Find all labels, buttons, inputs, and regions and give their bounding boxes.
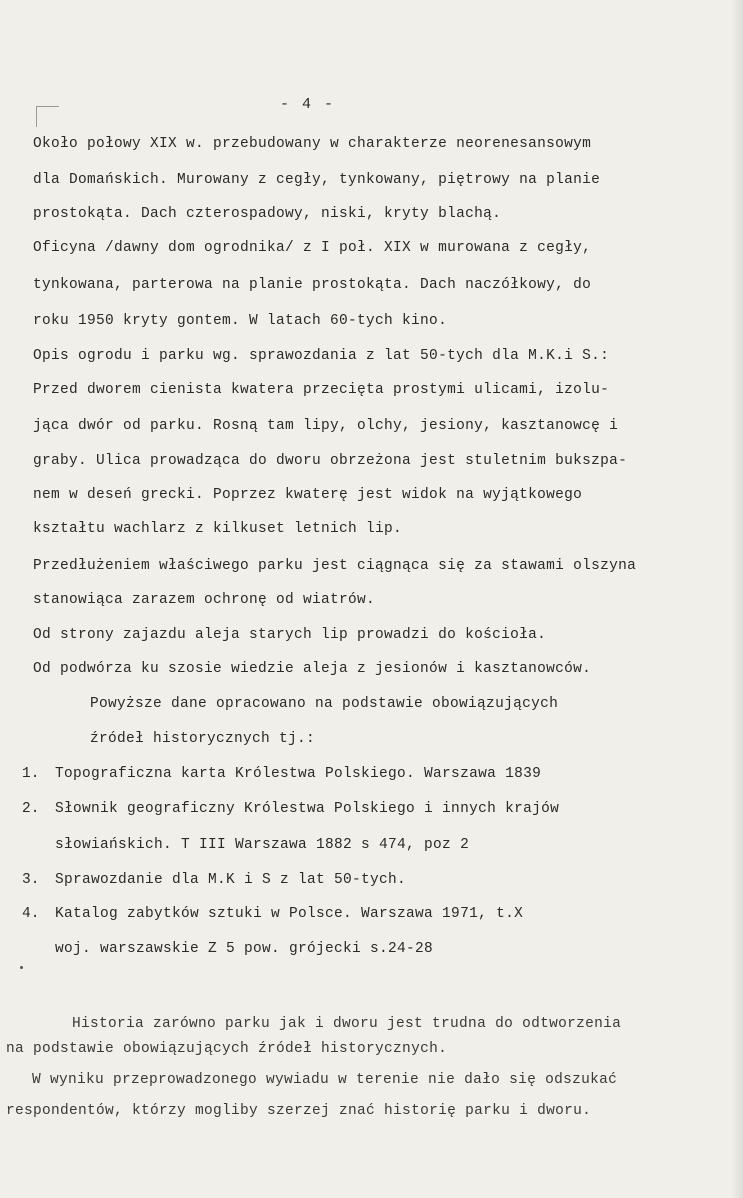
list-item-text: Topograficzna karta Królestwa Polskiego. Warszawa 1839: [55, 766, 542, 782]
text-line: stanowiąca zarazem ochronę od wiatrów.: [33, 592, 376, 608]
text-line: Oficyna /dawny dom ogrodnika/ z I poł. XIX w murowana z cegły,: [33, 240, 592, 256]
text-line: na podstawie obowiązujących źródeł historycznych.: [6, 1041, 448, 1057]
list-item-text: słowiańskich. T III Warszawa 1882 s 474, poz 2: [55, 837, 470, 853]
text-line: graby. Ulica prowadząca do dworu obrzeżona jest stuletnim bukszpa-: [33, 453, 628, 469]
page-number: - 4 -: [280, 96, 336, 113]
text-line: Od strony zajazdu aleja starych lip prowadzi do kościoła.: [33, 627, 547, 643]
text-line: respondentów, którzy mogliby szerzej znać historię parku i dworu.: [6, 1103, 592, 1119]
text-line: Opis ogrodu i parku wg. sprawozdania z lat 50-tych dla M.K.i S.:: [33, 348, 610, 364]
text-line: W wyniku przeprowadzonego wywiadu w terenie nie dało się odszukać: [32, 1072, 618, 1088]
text-line: jąca dwór od parku. Rosną tam lipy, olchy, jesiony, kasztanowcę i: [33, 418, 619, 434]
list-number: 3.: [22, 872, 40, 888]
text-line: prostokąta. Dach czterospadowy, niski, kryty blachą.: [33, 206, 502, 222]
text-line: Przed dworem cienista kwatera przecięta prostymi ulicami, izolu-: [33, 382, 610, 398]
list-number: 4.: [22, 906, 40, 922]
list-number: 1.: [22, 766, 40, 782]
page-edge-shadow: [731, 0, 743, 1198]
corner-bracket-mark: [36, 106, 59, 127]
list-item-text: woj. warszawskie Z 5 pow. grójecki s.24-28: [55, 941, 434, 957]
text-line: Powyższe dane opracowano na podstawie obowiązujących: [90, 696, 559, 712]
text-line: Od podwórza ku szosie wiedzie aleja z jesionów i kasztanowców.: [33, 661, 592, 677]
stray-ink-dot: [20, 966, 23, 969]
text-line: nem w deseń grecki. Poprzez kwaterę jest widok na wyjątkowego: [33, 487, 583, 503]
list-item-text: Słownik geograficzny Królestwa Polskiego i innych krajów: [55, 801, 560, 817]
text-line: roku 1950 kryty gontem. W latach 60-tych kino.: [33, 313, 448, 329]
list-number: 2.: [22, 801, 40, 817]
text-line: tynkowana, parterowa na planie prostokąta. Dach naczółkowy, do: [33, 277, 592, 293]
text-line: Historia zarówno parku jak i dworu jest trudna do odtworzenia: [72, 1016, 622, 1032]
text-line: źródeł historycznych tj.:: [90, 731, 316, 747]
list-item-text: Katalog zabytków sztuki w Polsce. Warszawa 1971, t.X: [55, 906, 524, 922]
text-line: kształtu wachlarz z kilkuset letnich lip.: [33, 521, 403, 537]
text-line: dla Domańskich. Murowany z cegły, tynkowany, piętrowy na planie: [33, 172, 601, 188]
text-line: Przedłużeniem właściwego parku jest ciągnąca się za stawami olszyna: [33, 558, 637, 574]
list-item-text: Sprawozdanie dla M.K i S z lat 50-tych.: [55, 872, 407, 888]
text-line: Około połowy XIX w. przebudowany w charakterze neorenesansowym: [33, 136, 592, 152]
